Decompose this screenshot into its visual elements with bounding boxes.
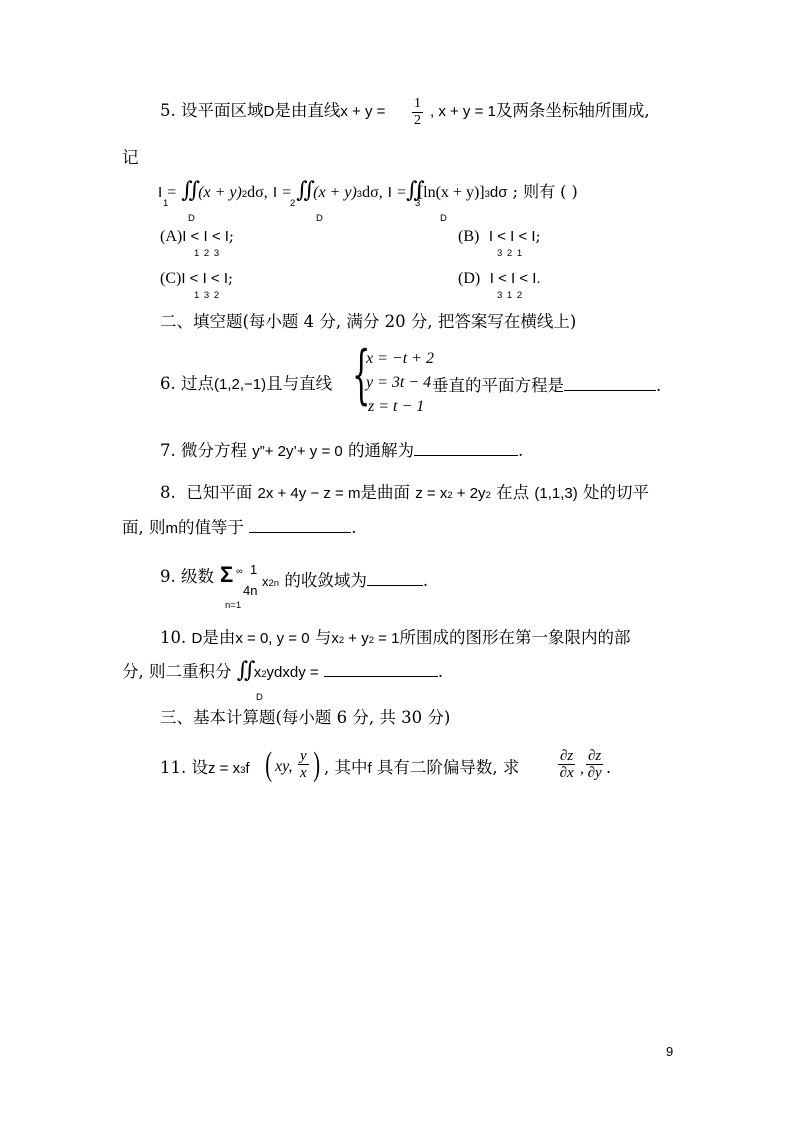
q8-text-b: 是曲面 (360, 483, 410, 502)
answer-blank[interactable] (324, 660, 438, 677)
option-b-subs: 3 2 1 (497, 248, 524, 259)
q8-line2-b: 的值等于 (178, 518, 244, 537)
q6-text-c: 垂直的平面方程是 (432, 376, 564, 395)
question-number: 9. (160, 567, 176, 586)
question-number: 8. (160, 483, 176, 502)
power-3b: 3 (484, 189, 490, 200)
i1: I (158, 184, 163, 201)
q8-line1 (160, 483, 649, 506)
question-number: 6. (160, 374, 176, 393)
function-f: f (245, 760, 250, 777)
option-a-subs: 1 2 3 (194, 248, 221, 259)
partial-numerator-2: ∂z (588, 748, 602, 764)
option-d-ineq: I < I < I (489, 270, 537, 287)
double-integral-symbol: ∬ (181, 178, 194, 203)
q11-line-b (324, 758, 519, 779)
sub-2: 2 (290, 198, 296, 209)
sum-lower-limit: n=1 (225, 600, 242, 611)
x-term: x (262, 574, 269, 589)
function-f-2: f (367, 760, 372, 777)
ln-part: [ln(x + y)] (417, 184, 485, 201)
sub-1: 1 (163, 198, 169, 209)
sigma-symbol: Σ (220, 562, 234, 587)
q11-arg: xy, (275, 758, 293, 775)
fraction-denominator: 2 (414, 113, 421, 128)
q6-text-b: 且与直线 (266, 374, 333, 393)
right-paren-icon: ) (313, 746, 321, 783)
option-c-subs: 1 3 2 (194, 290, 221, 301)
q5-eq1: x + y = (340, 103, 386, 120)
d-sub-1: D (188, 213, 195, 224)
option-b-label: (B) (458, 228, 480, 245)
q10-text-a: 是由 (202, 628, 236, 647)
option-d-subs: 3 1 2 (497, 290, 524, 301)
q5-text-a: 设平面区域 (181, 101, 264, 120)
option-c (160, 269, 233, 288)
q9-line-b (262, 569, 428, 594)
section-3-heading: 三、基本计算题(每小题 6 分, 共 30 分) (160, 708, 451, 727)
system-eq-3: z = t − 1 (368, 398, 425, 415)
power-3: 3 (240, 765, 246, 776)
dsigma-3: dσ (489, 184, 508, 201)
infinity-symbol: ∞ (236, 566, 243, 577)
partial-numerator: ∂z (560, 748, 574, 764)
option-a-end: ; (228, 227, 234, 245)
q5-line1b (430, 101, 650, 122)
fraction-one-half (412, 96, 423, 129)
q9-text-b: 的收敛域为 (284, 571, 367, 590)
power-3: 3 (356, 189, 363, 200)
partial-denominator-x: ∂x (559, 765, 574, 781)
q5-eq2: , x + y = 1 (430, 103, 496, 120)
question-number: 7. (160, 441, 176, 460)
q5-tail: ; 则有 ( ) (512, 182, 578, 201)
power-2: 2 (447, 490, 453, 501)
option-d-label: (D) (458, 270, 481, 287)
option-b-ineq: I < I < I (488, 228, 536, 245)
dsigma-2: dσ, (362, 184, 383, 201)
x-exponent: 2n (268, 578, 280, 589)
q10-integrand: x (253, 664, 262, 681)
dsigma-1: dσ, (247, 184, 268, 201)
option-d (458, 269, 541, 288)
question-number: 11. (160, 758, 187, 777)
question-number: 10. (160, 628, 187, 647)
option-c-end: ; (228, 269, 234, 287)
left-brace-icon: { (352, 338, 371, 412)
q11-eq: z = x (208, 760, 241, 777)
region-d: D (263, 103, 275, 120)
d-sub-2: D (316, 213, 323, 224)
q8-surface-2: + 2y (452, 485, 486, 502)
power-2b: 2 (485, 490, 491, 501)
question-number: 5. (160, 101, 176, 120)
answer-blank[interactable] (414, 439, 518, 456)
q8-end: . (351, 518, 357, 537)
q10-end: . (437, 662, 444, 681)
q8-plane: 2x + 4y − z = m (257, 485, 361, 502)
answer-blank[interactable] (564, 374, 656, 391)
q10-line2-a: 分, 则二重积分 (122, 662, 232, 681)
q10-text-c: 所围成的图形在第一象限内的部 (399, 628, 631, 647)
q7-text-a: 微分方程 (181, 441, 247, 460)
sum-denominator: 4n (243, 583, 258, 598)
left-paren-icon: ( (265, 746, 273, 783)
q10-line2 (122, 660, 443, 685)
q10-eq2c: = 1 (374, 630, 400, 647)
q6-point: (1,2,−1) (214, 376, 267, 393)
variable-m: m (165, 520, 178, 537)
q10-eq2b: + y (344, 630, 369, 647)
integrand-2: (x + y) (313, 184, 357, 201)
section-2-heading: 二、填空题(每小题 4 分, 满分 20 分, 把答案写在横线上) (160, 312, 577, 331)
system-eq-1: x = −t + 2 (366, 350, 434, 367)
q5-ji: 记 (122, 148, 139, 167)
q8-point: (1,1,3) (534, 485, 578, 502)
fraction-numerator: y (300, 748, 307, 764)
q5-integrals (158, 178, 578, 203)
option-c-ineq: I < I < I (181, 270, 229, 287)
q9-text-a: 级数 (181, 567, 214, 586)
i3: I (387, 184, 392, 201)
option-a-label: (A) (160, 228, 183, 245)
power-2: 2 (338, 635, 345, 646)
i2: I (272, 184, 278, 201)
q7-line (160, 439, 523, 462)
q10-integrand-b: ydxdy = (266, 664, 319, 681)
q10-line1 (160, 628, 630, 651)
q8-text-c: 在点 (496, 483, 530, 502)
q8-surface: z = x (415, 485, 448, 502)
partial-z-y (586, 748, 603, 781)
q11-text-a: 设 (191, 758, 208, 777)
option-c-label: (C) (160, 270, 182, 287)
q11-text-c: 具有二阶偏导数, 求 (376, 758, 520, 777)
eq-sign-2: = (282, 184, 292, 201)
integrand-1: (x + y) (198, 184, 242, 201)
q7-text-b: 的通解为 (347, 441, 414, 460)
power-2c: 2 (261, 669, 267, 680)
double-integral-symbol-3: ∬ (406, 178, 418, 203)
q6-text-a: 过点 (181, 374, 214, 393)
sub-3: 3 (415, 198, 421, 209)
q7-equation: y”+ 2y’+ y = 0 (252, 443, 343, 460)
q9-line (160, 567, 214, 587)
answer-blank[interactable] (367, 569, 423, 586)
double-integral-symbol: ∬ (236, 658, 249, 683)
q11-text-b: , 其中 (324, 758, 368, 777)
q10-text-b: 与 (314, 628, 332, 647)
q5-text-c: 及两条坐标轴所围成, (495, 101, 650, 120)
eq-sign: = (167, 184, 177, 201)
q10-eq2: x (331, 630, 339, 647)
option-b-end: ; (535, 227, 541, 245)
q8-line2 (122, 516, 357, 539)
partial-z-x (558, 748, 575, 781)
q6-end: . (656, 376, 662, 395)
double-integral-symbol-2: ∬ (296, 178, 309, 203)
fraction-numerator: 1 (414, 96, 421, 111)
fraction-y-over-x (298, 748, 309, 781)
q7-end: . (517, 441, 524, 460)
answer-blank[interactable] (249, 516, 351, 533)
option-a-ineq: I < I < I (182, 228, 229, 245)
q9-end: . (422, 571, 429, 590)
q11-end: . (606, 758, 612, 777)
q6-line-b (432, 374, 661, 396)
system-eq-2: y = 3t − 4 (366, 374, 432, 391)
sum-numerator: 1 (250, 562, 258, 577)
page-number: 9 (666, 1044, 674, 1059)
q8-text-d: 处的切平 (582, 483, 649, 502)
d-sub: D (256, 692, 263, 703)
q8-text-a: 已知平面 (186, 483, 253, 502)
comma: , (580, 760, 584, 777)
q5-text-b: 是由直线 (274, 101, 341, 120)
fraction-denominator: x (300, 765, 307, 781)
partial-denominator-y: ∂y (587, 765, 602, 781)
q10-eq1: x = 0, y = 0 (235, 630, 310, 647)
q5-line1 (160, 101, 385, 122)
d-sub-3: D (440, 213, 447, 224)
option-a (160, 227, 234, 246)
option-b (458, 227, 541, 246)
option-d-end: . (536, 270, 541, 287)
q6-line (160, 374, 332, 395)
power-2: 2 (241, 189, 248, 200)
q8-line2-a: 面, 则 (122, 518, 166, 537)
power-2b: 2 (368, 635, 375, 646)
q11-line (160, 758, 250, 781)
region-d: D (191, 630, 203, 647)
eq-sign-3: = (397, 184, 407, 201)
